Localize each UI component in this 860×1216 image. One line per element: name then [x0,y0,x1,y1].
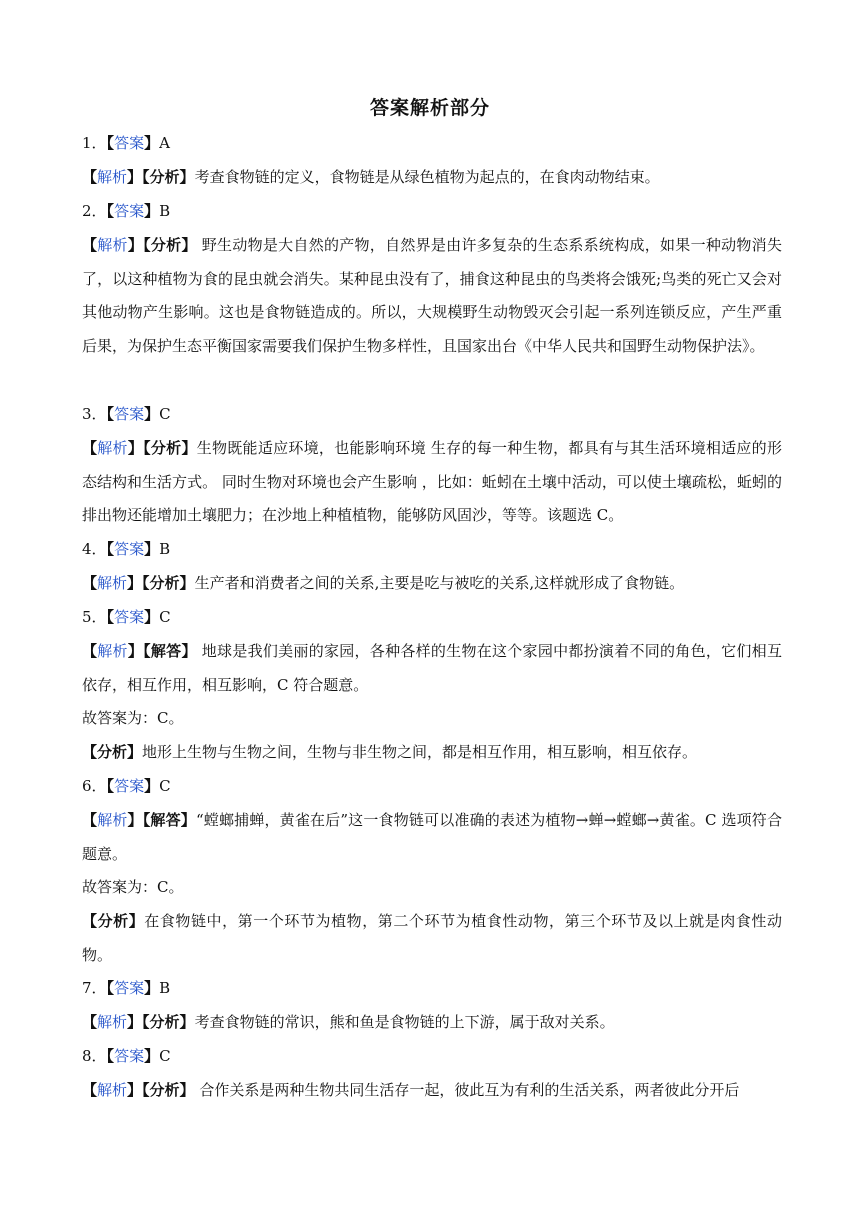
answer-line: 2．【答案】B [82,202,171,220]
analysis-paragraph: 【解析】【分析】生产者和消费者之间的关系,主要是吃与被吃的关系,这样就形成了食物链。 [82,573,685,592]
answer-value: B [159,540,171,558]
answer-line: 5．【答案】C [82,608,171,626]
extra-analysis: 【分析】在食物链中，第一个环节为植物，第二个环节为植食性动物，第三个环节及以上就是肉食性动物。 [82,912,782,964]
answer-value: B [159,979,171,997]
analysis-paragraph: 【解析】【分析】考查食物链的定义，食物链是从绿色植物为起点的，在食肉动物结束。 [82,167,660,186]
question-4 [82,533,782,601]
answer-line: 4．【答案】B [82,540,171,558]
question-8 [82,1040,782,1108]
answer-line: 3．【答案】C [82,405,171,423]
answer-value: A [159,134,170,152]
answer-line: 8．【答案】C [82,1047,171,1065]
answer-value: C [159,1047,171,1065]
analysis-paragraph: 【解析】【解答】 地球是我们美丽的家园，各种各样的生物在这个家园中都扮演着不同的角色，它们相互依存，相互作用，相互影响，C 符合题意。 [82,641,782,694]
analysis-paragraph: 【解析】【分析】生物既能适应环境，也能影响环境 生存的每一种生物，都具有与其生活环境相适应的形态结构和生活方式。 同时生物对环境也会产生影响 ，比如：蚯蚓在土壤中活动，可以使土壤疏松，蚯蚓的排出物还能增加土壤肥力；在沙地上种植植物，能够防风固沙，等等。该题选 C。 [82,438,782,525]
question-5 [82,601,782,770]
question-6 [82,770,782,973]
question-1 [82,127,782,195]
analysis-paragraph: 【解析】【解答】“螳螂捕蝉，黄雀在后”这一食物链可以准确的表述为植物→蝉→螳螂→黄雀。C 选项符合题意。 [82,810,782,863]
answer-line: 7．【答案】B [82,979,171,997]
page-title: 答案解析部分 [369,97,490,119]
extra-analysis: 【分析】地形上生物与生物之间，生物与非生物之间，都是相互作用，相互影响，相互依存。 [82,743,698,762]
answer-value: C [159,405,171,423]
analysis-paragraph: 【解析】【分析】 合作关系是两种生物共同生活存一起，彼此互为有利的生活关系，两者彼此分开后 [82,1080,740,1099]
answer-value: C [159,608,171,626]
final-answer: 故答案为：C。 [82,878,184,897]
question-2 [82,195,782,364]
answer-line: 1．【答案】A [82,134,170,152]
question-7 [82,972,782,1040]
question-3 [82,398,782,533]
analysis-paragraph: 【解析】【分析】考查食物链的常识，熊和鱼是食物链的上下游，属于敌对关系。 [82,1012,615,1031]
analysis-paragraph: 【解析】【分析】 野生动物是大自然的产物，自然界是由许多复杂的生态系系统构成，如果一种动物消失了，以这种植物为食的昆虫就会消失。某种昆虫没有了，捕食这种昆虫的鸟类将会饿死;鸟类的死亡又会对其他动物产生影响。这也是食物链造成的。所以，大规模野生动物毁灭会引起一系列连锁反应，产生严重后果，为保护生态平衡国家需要我们保护生物多样性，且国家出台《中华人民共和国野生动物保护法》。 [82,235,782,356]
answer-value: B [159,202,171,220]
final-answer: 故答案为：C。 [82,709,184,728]
answer-line: 6．【答案】C [82,777,171,795]
answer-value: C [159,777,171,795]
